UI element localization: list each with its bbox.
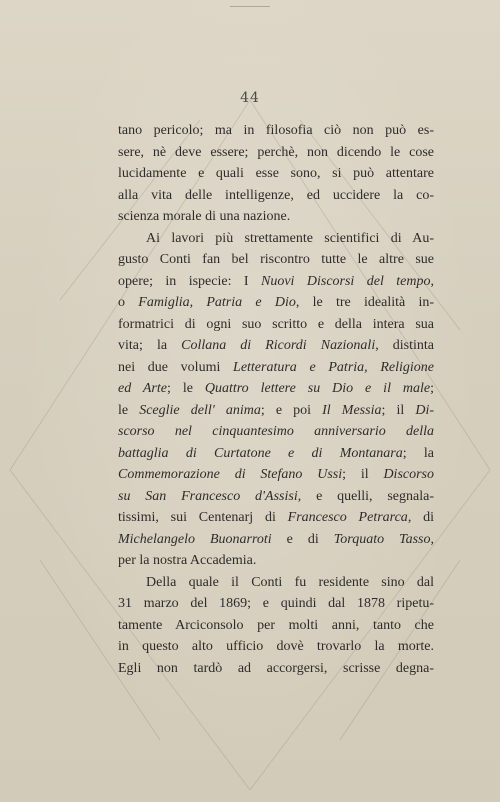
- italic-title: Discorso: [383, 467, 434, 482]
- text-run: , le tre idealità in-: [295, 295, 435, 310]
- text-line: [118, 314, 434, 336]
- text-line: [118, 292, 434, 314]
- text-run: ,: [430, 531, 435, 547]
- text-line: [118, 658, 434, 680]
- text-line: [118, 185, 434, 207]
- text-line: [118, 142, 434, 164]
- italic-title: Di-: [415, 402, 435, 418]
- text-line: [118, 163, 434, 185]
- text-run: o: [118, 295, 139, 310]
- text-line: [118, 443, 434, 465]
- text-run: sere, nè deve essere; perchè, non dicendo le cose: [118, 144, 434, 160]
- italic-title: Famiglia, Patria e Dio: [138, 295, 296, 310]
- italic-title: battaglia di Curtatone e di Montanara: [118, 445, 403, 461]
- text-run: , distinta: [375, 338, 434, 353]
- text-run: gusto Conti fan bel riscontro tutte le altre sue: [118, 252, 434, 267]
- text-run: Ai lavori più strettamente scientifici di Au-: [146, 230, 434, 246]
- text-line: [118, 529, 434, 551]
- text-run: opere; in ispecie: I: [118, 273, 261, 289]
- text-run: Egli non tardò ad accorgersi, scrisse degna-: [118, 660, 434, 676]
- italic-title: Michelangelo Buonarroti: [118, 531, 272, 547]
- text-run: tissimi, sui Centenarj di: [118, 510, 288, 525]
- text-run: tano pericolo; ma in filosofia ciò non può es-: [118, 123, 434, 138]
- text-line: [118, 572, 434, 594]
- italic-title: Torquato Tasso: [333, 531, 431, 547]
- body-text: [118, 120, 434, 679]
- text-run: ,: [430, 273, 434, 289]
- text-run: ; il: [342, 467, 384, 482]
- text-line: [118, 507, 434, 529]
- italic-title: Sceglie dell' anima: [139, 402, 261, 418]
- page-number: 44: [240, 90, 260, 106]
- italic-title: Il Messia: [322, 402, 382, 418]
- text-line: [118, 421, 434, 443]
- text-line: [118, 271, 434, 293]
- text-run: vita; la: [118, 338, 182, 353]
- text-line: [118, 120, 434, 142]
- text-run: lucidamente e quali esse sono, si può attentare: [118, 166, 434, 181]
- italic-title: Collana di Ricordi Nazionali: [181, 338, 376, 353]
- text-run: ; il: [381, 402, 416, 418]
- italic-title: Commemorazione di Stefano Ussi: [118, 467, 343, 482]
- text-line: [118, 636, 434, 658]
- text-line: [118, 357, 434, 379]
- text-run: ;: [430, 381, 434, 396]
- text-run: Della quale il Conti fu residente sino dal: [146, 574, 434, 590]
- text-run: scienza morale di una nazione.: [118, 209, 291, 224]
- text-run: tamente Arciconsolo per molti anni, tanto che: [118, 617, 434, 633]
- text-line: [118, 249, 434, 271]
- text-line: [118, 486, 434, 508]
- text-run: formatrici di ogni suo scritto e della intera sua: [118, 316, 434, 332]
- text-line: [118, 400, 434, 422]
- italic-title: su San Francesco d'Assisi: [118, 488, 298, 504]
- italic-title: Nuovi Discorsi del tempo: [261, 273, 431, 289]
- italic-title: Francesco Petrarca: [287, 510, 408, 525]
- text-run: , e quelli, segnala-: [297, 488, 434, 504]
- italic-title: ed Arte: [118, 381, 167, 396]
- text-run: 31 marzo del 1869; e quindi dal 1878 ripetu-: [118, 596, 434, 611]
- text-line: [118, 228, 434, 250]
- text-line: [118, 593, 434, 615]
- text-run: le: [118, 402, 140, 418]
- text-run: ; e poi: [260, 402, 323, 418]
- text-run: ; la: [402, 445, 434, 461]
- text-line: [118, 615, 434, 637]
- text-line: [118, 335, 434, 357]
- text-run: per la nostra Accademia.: [118, 553, 257, 568]
- text-run: nei due volumi: [118, 359, 234, 375]
- text-line: [118, 378, 434, 400]
- text-run: e di: [271, 531, 334, 547]
- text-run: alla vita delle intelligenze, ed uccidere la co-: [118, 187, 434, 203]
- italic-title: Letteratura e Patria, Religione: [233, 359, 434, 375]
- text-run: ; le: [167, 381, 205, 396]
- italic-title: Quattro lettere su Dio e il male: [204, 381, 431, 396]
- text-line: [118, 550, 434, 572]
- italic-title: scorso nel cinquantesimo anniversario della: [118, 424, 434, 439]
- text-line: [118, 464, 434, 486]
- text-line: [118, 206, 434, 228]
- text-run: , di: [407, 510, 434, 525]
- top-edge-mark: [230, 6, 270, 7]
- text-run: in questo alto ufficio dovè trovarlo la morte.: [118, 639, 434, 654]
